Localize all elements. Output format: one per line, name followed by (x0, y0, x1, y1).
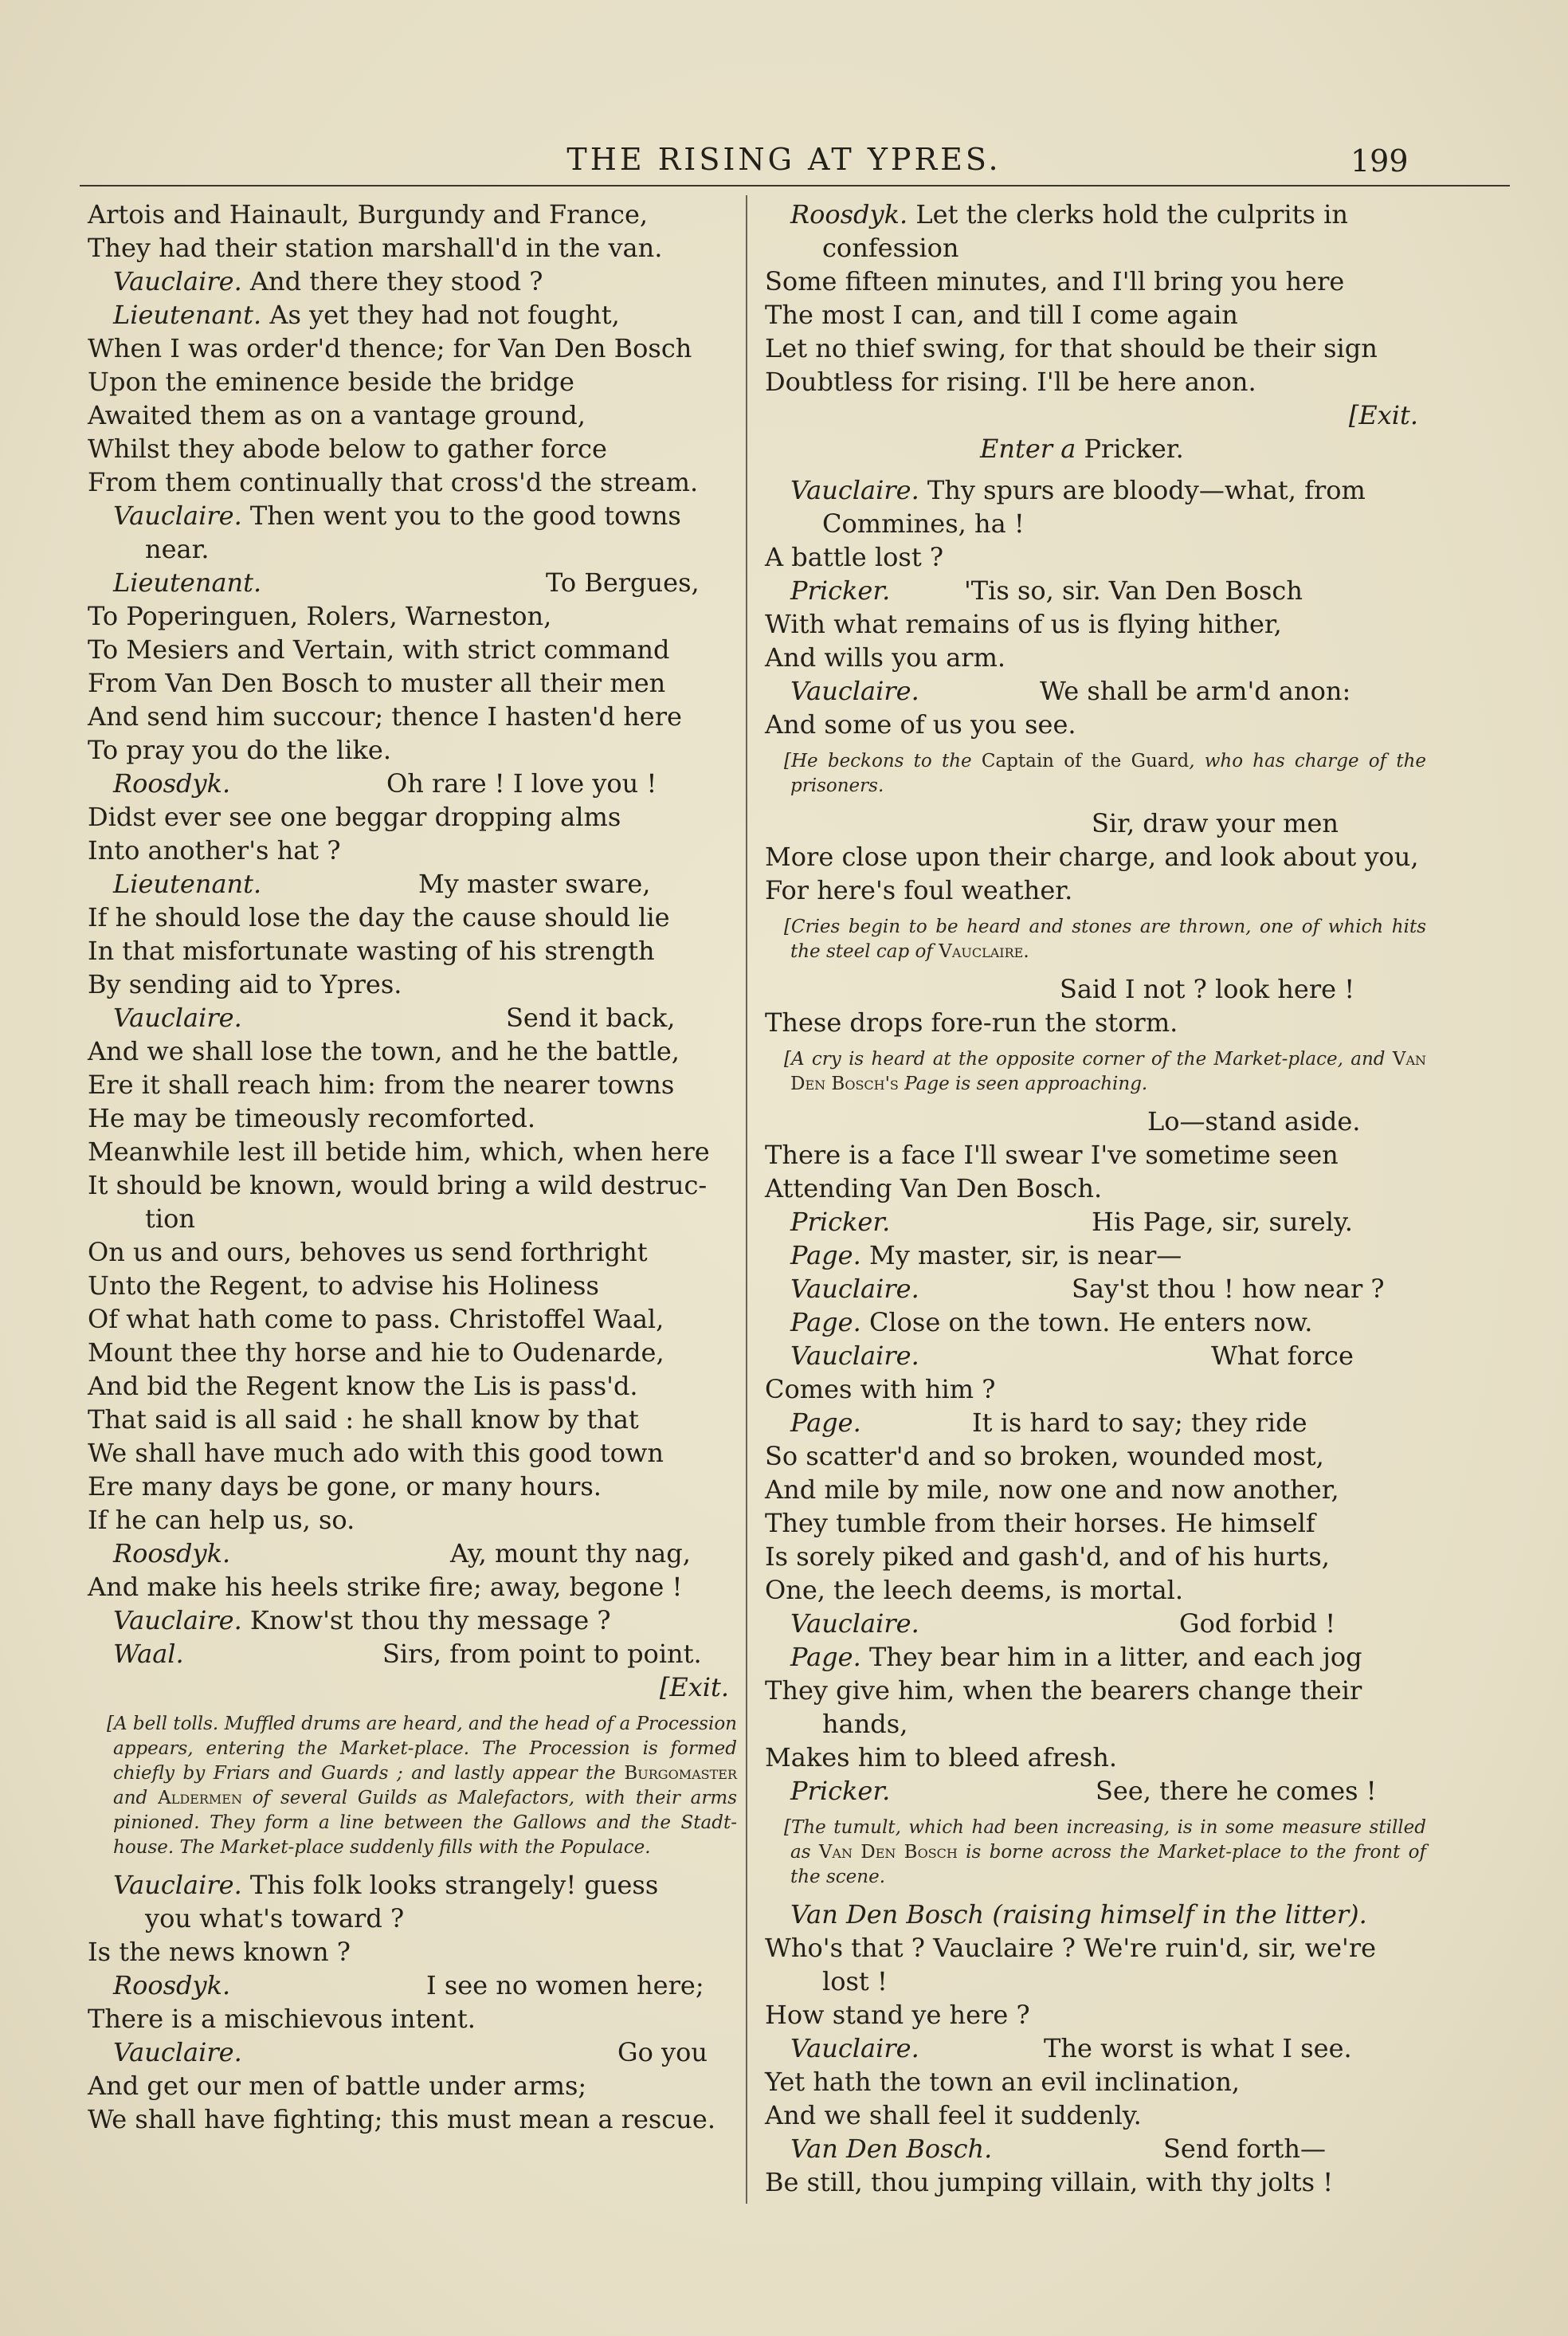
verse-line: And we shall feel it suddenly. (765, 2100, 1142, 2130)
sd-text: , who has charge of the prisoners. (790, 751, 1426, 796)
speech-text: My master sware, (418, 869, 651, 899)
speaker: Page. (790, 1642, 861, 1672)
verse-line: Sir, draw your men (1092, 808, 1339, 838)
speech-line (765, 198, 1426, 231)
speech-text: My master, sir, is near— (868, 1240, 1182, 1270)
verse-line: That said is all said : he shall know by that (88, 1404, 639, 1435)
speech-text: Go you (617, 2037, 708, 2067)
speech-text: What force (1211, 1341, 1354, 1371)
verse-line: Comes with him ? (765, 1374, 996, 1404)
speech-line (765, 1239, 1426, 1272)
speaker: Roosdyk. (113, 768, 231, 799)
verse-line: Meanwhile lest ill betide him, which, when here (88, 1137, 710, 1167)
speaker: Pricker. (790, 1776, 891, 1806)
speech-line (88, 1969, 737, 2002)
verse-line: They had their station marshall'd in the van. (88, 233, 663, 263)
left-column (88, 198, 737, 2136)
speech-text: As yet they had not fought, (269, 300, 620, 330)
speech-line (88, 298, 737, 332)
verse-line: To Mesiers and Vertain, with strict command (88, 634, 670, 665)
speech-text: Thy spurs are bloody—what, from (927, 475, 1366, 505)
verse-line: confession (822, 233, 959, 263)
speech-text: Then went you to the good towns (249, 501, 681, 531)
verse-line: When I was order'd thence; for Van Den Bosch (88, 333, 692, 363)
speaker: Page. (790, 1407, 861, 1438)
sd-role: Van Den Bosch (818, 1842, 958, 1863)
verse-line: tion (145, 1203, 195, 1234)
verse-line: More close upon their charge, and look about you, (765, 842, 1419, 872)
speech-text: Oh rare ! I love you ! (386, 768, 657, 799)
verse-line: Let no thief swing, for that should be their sign (765, 333, 1378, 363)
verse-line: These drops fore-run the storm. (765, 1007, 1178, 1038)
verse-line: near. (145, 534, 210, 564)
speech-line (765, 473, 1426, 507)
sd-role: Captain of the Guard (981, 751, 1190, 771)
verse-line: Who's that ? Vauclaire ? We're ruin'd, sir, we're (765, 1933, 1377, 1963)
sd-text: Page is seen approaching. (898, 1074, 1148, 1094)
speech-line (765, 574, 1426, 607)
stage-direction (765, 1047, 1426, 1097)
verse-line: To pray you do the like. (88, 735, 391, 765)
verse-line: From them continually that cross'd the stream. (88, 467, 699, 497)
verse-line: Lo—stand aside. (1147, 1106, 1361, 1137)
speaker: Waal. (113, 1639, 184, 1669)
entry-text: Enter a (980, 434, 1084, 464)
sd-role: Vauclaire. (939, 941, 1029, 962)
speech-text: The worst is what I see. (1044, 2033, 1352, 2063)
verse-line: We shall have much ado with this good town (88, 1438, 664, 1468)
verse-line: Artois and Hainault, Burgundy and France, (88, 199, 649, 230)
speech-line (765, 1898, 1426, 1931)
speaker: Vauclaire. (113, 266, 242, 296)
verse-line: With what remains of us is flying hither, (765, 609, 1282, 639)
speech-text: Say'st thou ! how near ? (1072, 1274, 1385, 1304)
speech-line (88, 1604, 737, 1637)
speech-line (88, 265, 737, 298)
sd-text: [He beckons to the (784, 751, 982, 771)
sd-text: of several Guilds as Malefactors, with their arms pinioned. They form a line between the Gallows and the Stadt-house. The Market-place suddenly fills with the Populace. (113, 1788, 738, 1858)
verse-line: And get our men of battle under arms; (88, 2071, 587, 2101)
speaker: Vauclaire. (113, 1003, 242, 1033)
verse-line: It should be known, would bring a wild destruc- (88, 1170, 708, 1200)
verse-line: Doubtless for rising. I'll be here anon. (765, 367, 1256, 397)
speech-text: His Page, sir, surely. (1092, 1207, 1353, 1237)
verse-line: Is sorely piked and gash'd, and of his hurts, (765, 1541, 1330, 1572)
verse-line: And wills you arm. (765, 642, 1006, 673)
stage-exit: [Exit. (1348, 400, 1418, 430)
verse-line: If he should lose the day the cause should lie (88, 902, 670, 932)
speech-text: 'Tis so, sir. Van Den Bosch (964, 575, 1303, 606)
speech-line (765, 674, 1426, 708)
column-divider (746, 195, 747, 2204)
verse-line: There is a face I'll swear I've sometime seen (765, 1140, 1339, 1170)
sd-text: is borne across the Market-place to the front of the scene. (790, 1842, 1426, 1887)
verse-line: Be still, thou jumping villain, with thy jolts ! (765, 2167, 1334, 2197)
speaker: Vauclaire. (790, 475, 919, 505)
verse-line: Into another's hat ? (88, 835, 341, 866)
speech-line (88, 1001, 737, 1035)
stage-direction (765, 1816, 1426, 1890)
verse-line: Ere many days be gone, or many hours. (88, 1471, 602, 1502)
speech-text: Close on the town. He enters now. (868, 1307, 1313, 1337)
verse-line: you what's toward ? (145, 1903, 405, 1934)
speaker: Page. (790, 1240, 861, 1270)
speech-text: And there they stood ? (249, 266, 543, 296)
verse-line: And some of us you see. (765, 709, 1076, 740)
speaker: Roosdyk. (113, 1538, 231, 1568)
verse-line: So scatter'd and so broken, wounded most, (765, 1441, 1324, 1471)
speaker: Vauclaire. (790, 1274, 919, 1304)
speech-text: I see no women here; (426, 1970, 704, 2000)
speech-text: Let the clerks hold the culprits in (915, 199, 1348, 230)
speech-line (88, 1868, 737, 1902)
verse-line: They tumble from their horses. He himself (765, 1508, 1315, 1538)
speech-line (765, 1774, 1426, 1808)
speaker: Lieutenant. (113, 869, 262, 899)
speaker: Pricker. (790, 575, 891, 606)
speaker: Vauclaire. (113, 501, 242, 531)
speaker: Lieutenant. (113, 300, 262, 330)
stage-entry (765, 432, 1426, 465)
stage-exit: [Exit. (659, 1672, 729, 1702)
verse-line: We shall have fighting; this must mean a rescue. (88, 2104, 715, 2134)
verse-line: Attending Van Den Bosch. (765, 1173, 1103, 1203)
speech-line (88, 867, 737, 901)
verse-line: On us and ours, behoves us send forthright (88, 1237, 648, 1267)
verse-line: By sending aid to Ypres. (88, 969, 402, 999)
speech-text: Know'st thou thy message ? (249, 1605, 611, 1635)
sd-text: [A bell tolls. Muffled drums are heard, and the head of a Procession appears, entering the Market-place. The Procession is formed chiefly by Friars and Guards ; and lastly appear the (107, 1714, 737, 1784)
verse-line: lost ! (822, 1966, 888, 1996)
speech-line (765, 1406, 1426, 1439)
speech-text: They bear him in a litter, and each jog (868, 1642, 1362, 1672)
verse-line: And mile by mile, now one and now another, (765, 1474, 1339, 1505)
verse-line: And we shall lose the town, and he the battle, (88, 1036, 680, 1066)
speech-line (88, 2036, 737, 2069)
speech-text: We shall be arm'd anon: (1040, 676, 1351, 706)
page-header (0, 142, 1568, 190)
verse-line: There is a mischievous intent. (88, 2004, 476, 2034)
verse-line: A battle lost ? (765, 542, 944, 572)
entry-role: Pricker. (1084, 434, 1184, 464)
verse-line: Yet hath the town an evil inclination, (765, 2067, 1241, 2097)
verse-line: And bid the Regent know the Lis is pass'd. (88, 1371, 638, 1401)
speech-line (88, 499, 737, 532)
verse-line: For here's foul weather. (765, 875, 1073, 905)
speaker: Pricker. (790, 1207, 891, 1237)
stage-direction (88, 1712, 737, 1860)
page-number: 199 (1350, 143, 1409, 179)
verse-line: Upon the eminence beside the bridge (88, 367, 574, 397)
speech-line (88, 1537, 737, 1570)
right-column (765, 198, 1426, 2199)
verse-line: From Van Den Bosch to muster all their men (88, 668, 666, 698)
verse-line: Didst ever see one beggar dropping alms (88, 802, 621, 832)
speech-text: It is hard to say; they ride (972, 1407, 1307, 1438)
stage-direction (765, 749, 1426, 799)
speaker: Vauclaire. (113, 2037, 242, 2067)
verse-line: And make his heels strike fire; away, begone ! (88, 1572, 683, 1602)
speech-line (765, 1339, 1426, 1372)
verse-line: If he can help us, so. (88, 1505, 355, 1535)
sd-text: [The tumult, which had been increasing, is in some measure stilled as (784, 1817, 1426, 1863)
speech-line (765, 1205, 1426, 1239)
sd-text: [A cry is heard at the opposite corner of the Market-place, and (784, 1049, 1393, 1070)
verse-line: Commines, ha ! (822, 508, 1025, 539)
verse-line: He may be timeously recomforted. (88, 1103, 536, 1133)
verse-line: They give him, when the bearers change their (765, 1675, 1362, 1706)
verse-line: The most I can, and till I come again (765, 300, 1238, 330)
running-title: THE RISING AT YPRES. (566, 142, 1002, 177)
sd-text: and (113, 1788, 159, 1808)
speech-text: Send forth— (1163, 2134, 1326, 2164)
speech-text: To Bergues, (546, 567, 700, 598)
verse-line: Some fifteen minutes, and I'll bring you here (765, 266, 1345, 296)
speech-line (765, 2032, 1426, 2065)
speech-line (765, 1607, 1426, 1640)
speech-line (765, 1640, 1426, 1674)
speaker: Vauclaire. (113, 1605, 242, 1635)
speaker: Van Den Bosch. (790, 2134, 993, 2164)
sd-role: Burgomaster (624, 1763, 737, 1784)
verse-line: hands, (822, 1709, 908, 1739)
speech-line (88, 1637, 737, 1671)
speech-line (88, 767, 737, 800)
verse-line: Is the news known ? (88, 1937, 351, 1967)
speaker: Vauclaire. (790, 1341, 919, 1371)
stage-direction (765, 915, 1426, 964)
verse-line: Of what hath come to pass. Christoffel Waal, (88, 1304, 664, 1334)
speech-text: Send it back, (506, 1003, 676, 1033)
verse-line: Ere it shall reach him: from the nearer towns (88, 1070, 675, 1100)
verse-line: And send him succour; thence I hasten'd here (88, 701, 682, 732)
speaker: Roosdyk. (790, 199, 908, 230)
speech-text: See, there he comes ! (1096, 1776, 1377, 1806)
verse-line: Said I not ? look here ! (1060, 974, 1355, 1004)
verse-line: In that misfortunate wasting of his strength (88, 936, 655, 966)
speech-text: Sirs, from point to point. (382, 1639, 702, 1669)
verse-line: One, the leech deems, is mortal. (765, 1575, 1184, 1605)
verse-line: To Poperinguen, Rolers, Warneston, (88, 601, 552, 631)
sd-text: [Cries begin to be heard and stones are thrown, one of which hits the steel cap of (784, 917, 1426, 962)
verse-line: Whilst they abode below to gather force (88, 434, 607, 464)
speech-text: God forbid ! (1179, 1608, 1336, 1639)
speaker: Page. (790, 1307, 861, 1337)
speaker: Lieutenant. (113, 567, 262, 598)
verse-line: Makes him to bleed afresh. (765, 1742, 1118, 1773)
speech-line (765, 1272, 1426, 1305)
speech-line (765, 2132, 1426, 2165)
verse-line: Unto the Regent, to advise his Holiness (88, 1270, 599, 1301)
speaker: Van Den Bosch (raising himself in the litter). (790, 1899, 1367, 1930)
speech-line (765, 1305, 1426, 1339)
speaker: Vauclaire. (790, 2033, 919, 2063)
speaker: Vauclaire. (790, 676, 919, 706)
speaker: Roosdyk. (113, 1970, 231, 2000)
speech-line (88, 566, 737, 599)
speaker: Vauclaire. (790, 1608, 919, 1639)
speaker: Vauclaire. (113, 1870, 242, 1900)
sd-role: Van Den Bosch's (790, 1049, 1426, 1094)
speech-text: Ay, mount thy nag, (450, 1538, 691, 1568)
verse-line: How stand ye here ? (765, 2000, 1030, 2030)
speech-text: This folk looks strangely! guess (249, 1870, 659, 1900)
sd-role: Aldermen (158, 1788, 242, 1808)
verse-line: Mount thee thy horse and hie to Oudenarde, (88, 1337, 664, 1368)
verse-line: Awaited them as on a vantage ground, (88, 400, 586, 430)
header-rule (80, 185, 1510, 186)
